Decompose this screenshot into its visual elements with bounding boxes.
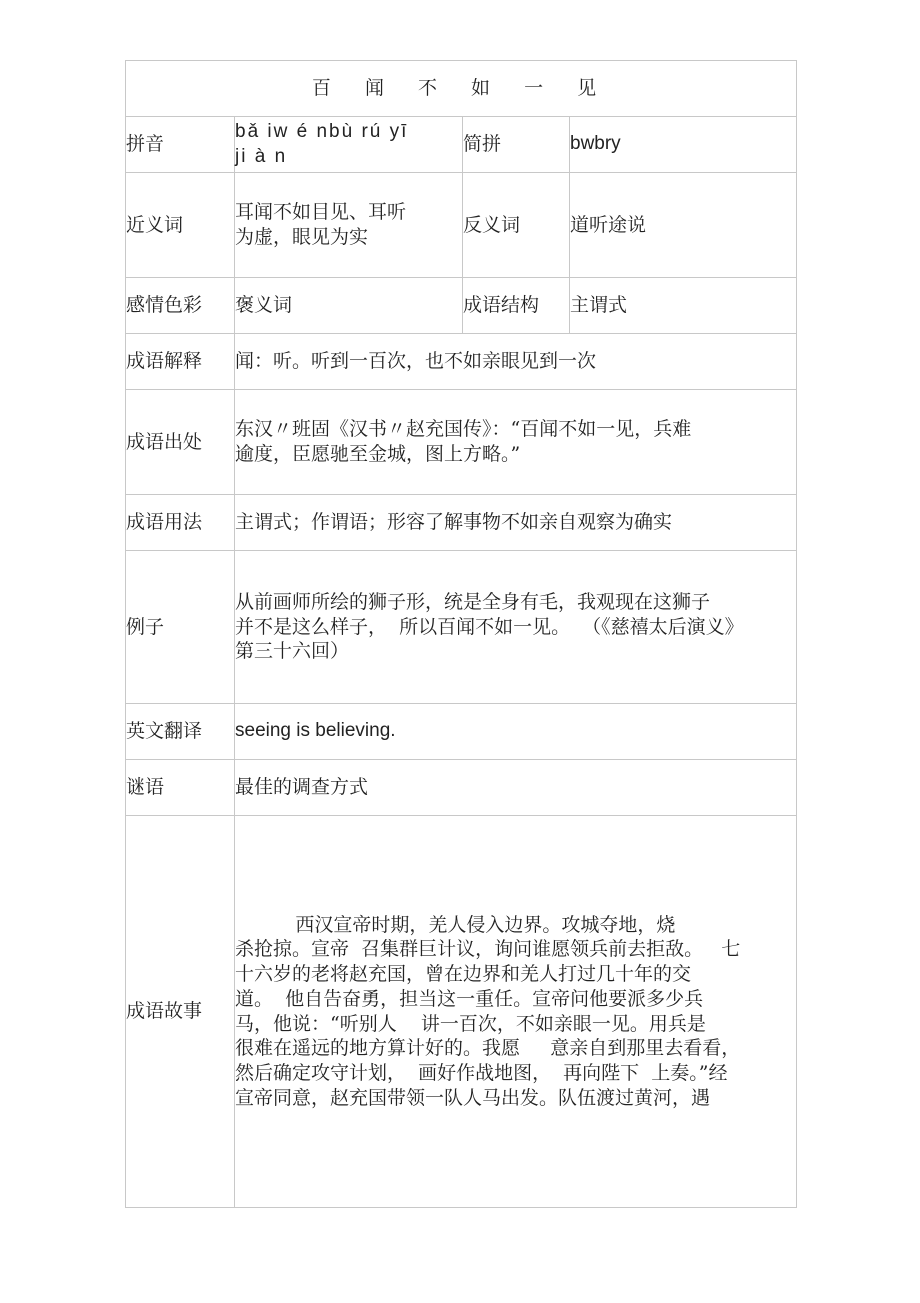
explanation-label: 成语解释 bbox=[126, 334, 235, 390]
source-label: 成语出处 bbox=[126, 390, 235, 495]
story-line: 十六岁的老将赵充国，曾在边界和羌人打过几十年的交 bbox=[235, 963, 692, 986]
abbrev-label: 简拼 bbox=[463, 117, 570, 173]
story-line: 马，他说：“听别人 讲一百次，不如亲眼一见。用兵是 bbox=[235, 1012, 706, 1035]
emotion-row bbox=[126, 278, 797, 334]
example-line-1: 从前画师所绘的狮子形，统是全身有毛，我观现在这狮子 bbox=[235, 590, 711, 613]
riddle-label: 谜语 bbox=[126, 760, 235, 816]
english-label: 英文翻译 bbox=[126, 704, 235, 760]
pinyin-line-2: ji à n bbox=[235, 145, 288, 167]
pinyin-value bbox=[235, 117, 463, 173]
example-value bbox=[235, 551, 797, 704]
riddle-value: 最佳的调查方式 bbox=[235, 760, 797, 816]
idiom-title: 百 闻 不 如 一 见 bbox=[126, 61, 797, 117]
example-line-3: 第三十六回） bbox=[235, 640, 350, 663]
example-row bbox=[126, 551, 797, 704]
antonym-label: 反义词 bbox=[463, 173, 570, 278]
antonym-value: 道听途说 bbox=[570, 173, 797, 278]
source-value bbox=[235, 390, 797, 495]
synonym-line-2: 为虚，眼见为实 bbox=[235, 226, 369, 248]
emotion-value: 褒义词 bbox=[235, 278, 463, 334]
title-row bbox=[126, 61, 797, 117]
source-line-1: 东汉〃班固《汉书〃赵充国传》：“百闻不如一见，兵难 bbox=[235, 418, 692, 441]
story-line: 然后确定攻守计划， 画好作战地图， 再向陛下 上奏。”经 bbox=[235, 1061, 728, 1084]
pinyin-line-1: bǎ iw é nbù rú yī bbox=[235, 120, 409, 142]
story-line: 杀抢掠。宣帝 召集群巨计议，询问谁愿领兵前去拒敌。 七 bbox=[235, 938, 741, 961]
source-line-2: 逾度，臣愿驰至金城，图上方略。” bbox=[235, 443, 521, 465]
pinyin-label: 拼音 bbox=[126, 117, 235, 173]
story-line: 西汉宣帝时期，羌人侵入边界。攻城夺地，烧 bbox=[235, 913, 676, 936]
usage-value: 主谓式；作谓语；形容了解事物不如亲自观察为确实 bbox=[235, 495, 797, 551]
story-label: 成语故事 bbox=[126, 816, 235, 1208]
story-line: 宣帝同意，赵充国带领一队人马出发。队伍渡过黄河，遇 bbox=[235, 1086, 711, 1109]
english-value: seeing is believing. bbox=[235, 704, 797, 760]
example-line-2: 并不是这么样子， 所以百闻不如一见。 （《慈禧太后演义》 bbox=[235, 615, 744, 638]
explanation-row bbox=[126, 334, 797, 390]
story-value bbox=[235, 816, 797, 1208]
pinyin-row bbox=[126, 117, 797, 173]
story-line: 很难在遥远的地方算计好的。我愿 意亲自到那里去看看， bbox=[235, 1037, 741, 1060]
explanation-value: 闻：听。听到一百次，也不如亲眼见到一次 bbox=[235, 334, 797, 390]
riddle-row bbox=[126, 760, 797, 816]
structure-label: 成语结构 bbox=[463, 278, 570, 334]
structure-value: 主谓式 bbox=[570, 278, 797, 334]
usage-label: 成语用法 bbox=[126, 495, 235, 551]
source-row bbox=[126, 390, 797, 495]
synonym-line-1: 耳闻不如目见、耳听 bbox=[235, 201, 407, 224]
synonym-label: 近义词 bbox=[126, 173, 235, 278]
usage-row bbox=[126, 495, 797, 551]
emotion-label: 感情色彩 bbox=[126, 278, 235, 334]
example-label: 例子 bbox=[126, 551, 235, 704]
story-line: 道。 他自告奋勇，担当这一重任。宣帝问他要派多少兵 bbox=[235, 987, 704, 1010]
english-row bbox=[126, 704, 797, 760]
synonym-row bbox=[126, 173, 797, 278]
abbrev-value: bwbry bbox=[570, 117, 797, 173]
synonym-value bbox=[235, 173, 463, 278]
story-row bbox=[126, 816, 797, 1208]
idiom-table bbox=[125, 60, 797, 1208]
